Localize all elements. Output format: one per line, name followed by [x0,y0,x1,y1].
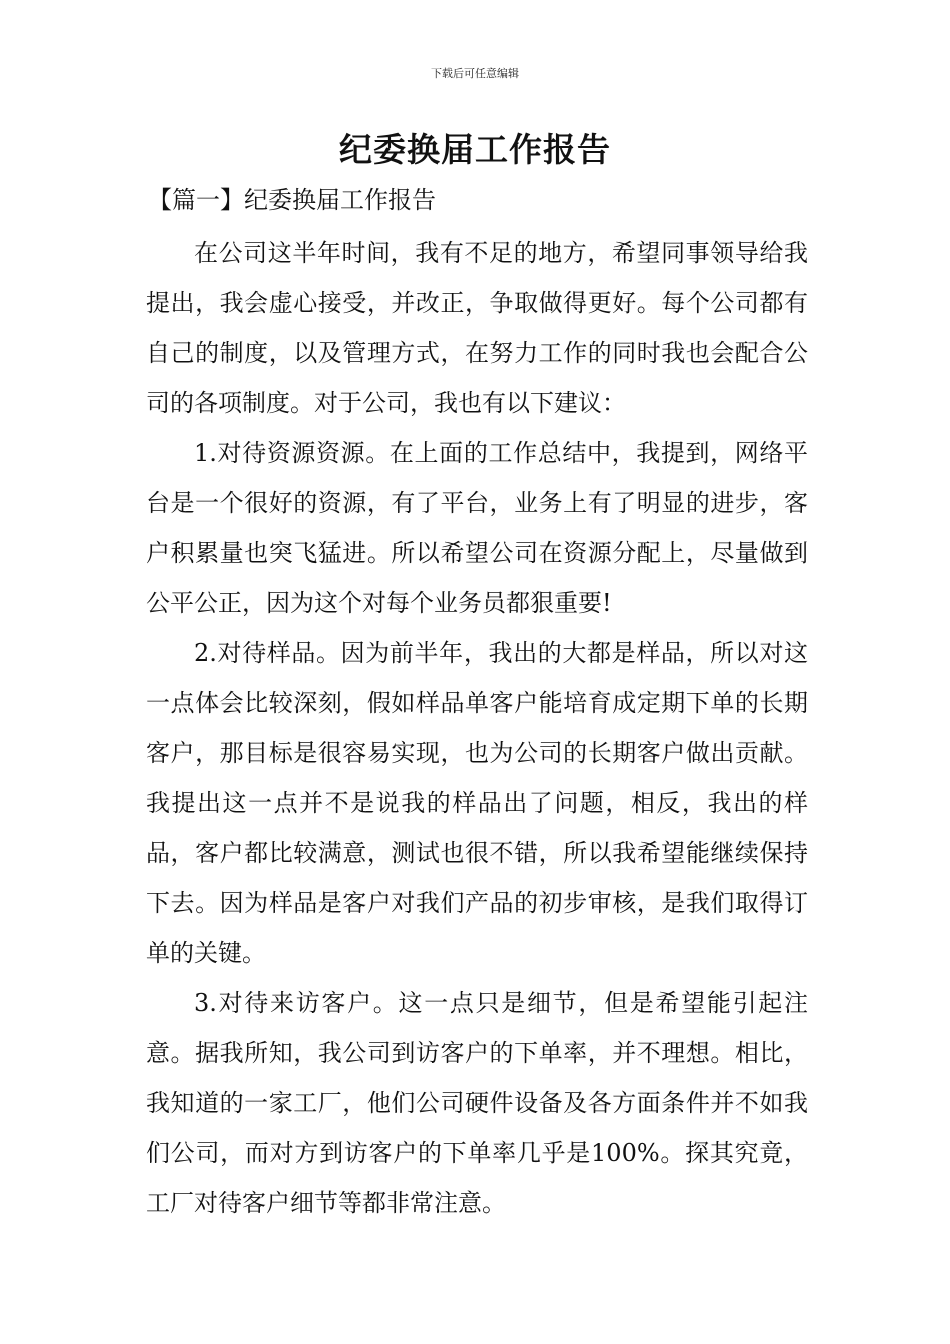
section-heading: 【篇一】纪委换届工作报告 [148,186,436,214]
paragraph-point-2: 2.对待样品。因为前半年，我出的大都是样品，所以对这一点体会比较深刻，假如样品单客户能培育成定期下单的长期客户，那目标是很容易实现，也为公司的长期客户做出贡献。我提出这一点并不是说我的样品出了问题，相反，我出的样品，客户都比较满意，测试也很不错，所以我希望能继续保持下去。因为样品是客户对我们产品的初步审核，是我们取得订单的关键。 [146,639,808,967]
paragraph-intro: 在公司这半年时间，我有不足的地方，希望同事领导给我提出，我会虚心接受，并改正，争取做得更好。每个公司都有自己的制度，以及管理方式，在努力工作的同时我也会配合公司的各项制度。对于公司，我也有以下建议： [146,239,808,417]
body-text [146,228,808,1228]
header-note: 下载后可任意编辑 [431,67,519,80]
paragraph-point-1: 1.对待资源资源。在上面的工作总结中，我提到，网络平台是一个很好的资源，有了平台，业务上有了明显的进步，客户积累量也突飞猛进。所以希望公司在资源分配上，尽量做到公平公正，因为这个对每个业务员都狠重要! [146,439,808,617]
document-title: 纪委换届工作报告 [339,130,611,169]
paragraph-point-3: 3.对待来访客户。这一点只是细节，但是希望能引起注意。据我所知，我公司到访客户的下单率，并不理想。相比，我知道的一家工厂，他们公司硬件设备及各方面条件并不如我们公司，而对方到访客户的下单率几乎是100%。探其究竟，工厂对待客户细节等都非常注意。 [146,989,808,1217]
